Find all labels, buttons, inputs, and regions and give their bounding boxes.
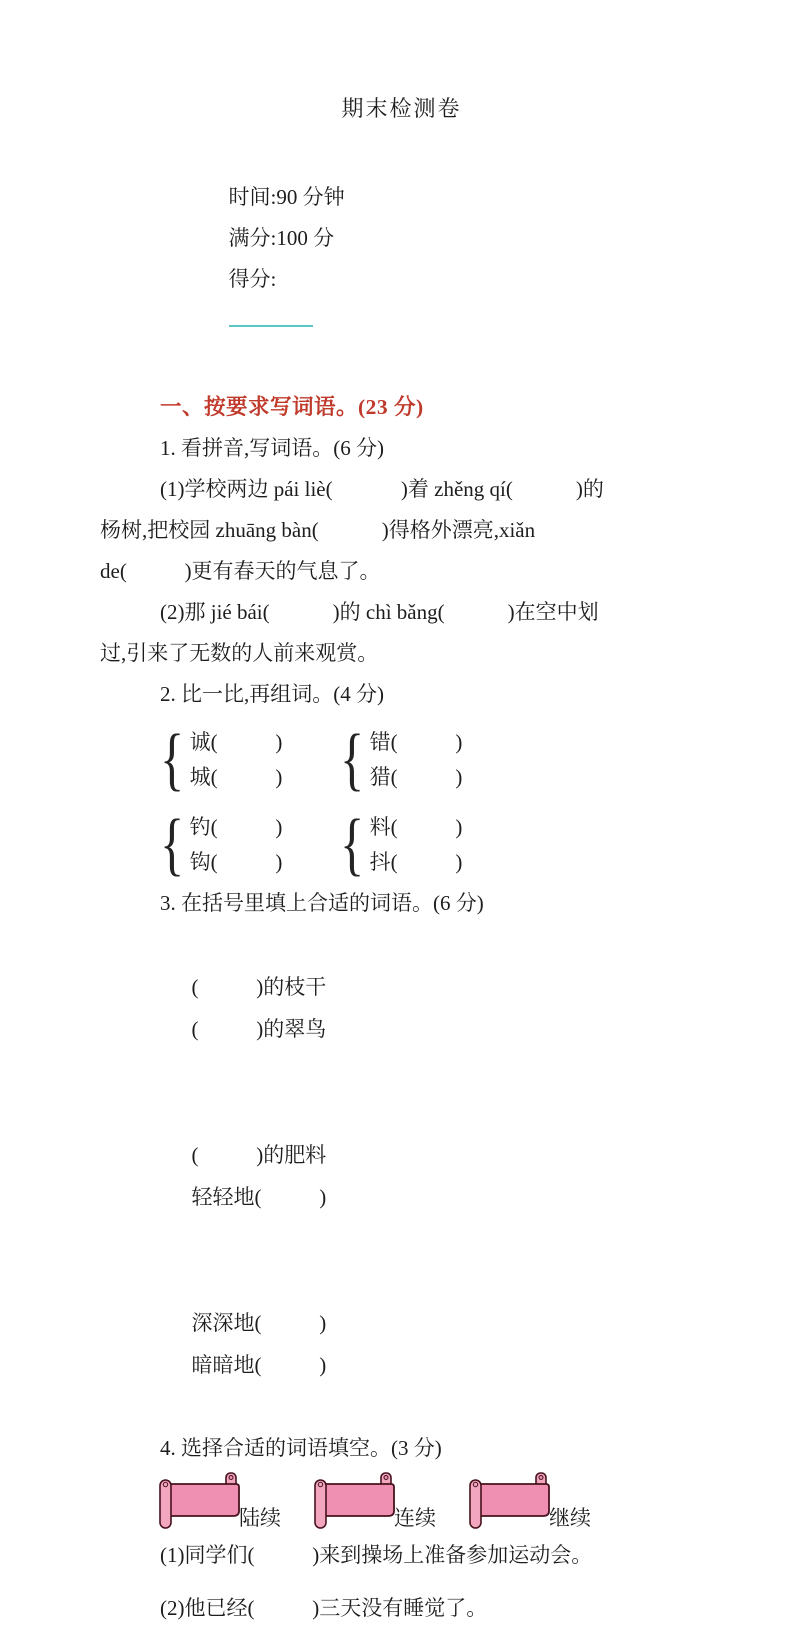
fill-blank-item: 深深地( ) [191,1311,327,1335]
q1-text-line: 过,引来了无数的人前来观赏。 [100,641,379,665]
word-pair-top: 错( ) [369,730,463,754]
scroll-banner [158,1471,281,1531]
word-pair-bottom: 猎( ) [369,765,463,789]
word-option-label: 陆续 [239,1506,281,1530]
q1-text-line: 杨树,把校园 zhuāng bàn( )得格外漂亮,xiǎn [100,518,536,542]
exam-meta-line [100,136,703,382]
word-pair-top: 诚( ) [189,730,283,754]
word-pair-group [340,721,463,798]
word-pair-bottom: 城( ) [189,765,283,789]
curly-brace: { [160,806,185,883]
word-pair-top: 料( ) [369,815,463,839]
q4-text-line: (2)他已经( )三天没有睡觉了。 [160,1596,488,1620]
word-pair-bottom: 钩( ) [189,850,283,874]
fill-blank-item: ( )的肥料 [191,1143,327,1167]
word-pair [190,725,283,795]
fill-blank-row [100,1092,703,1260]
scroll-banner [468,1471,591,1531]
question-3-title: 3. 在括号里填上合适的词语。(6 分) [160,891,484,915]
fill-blank-row [100,924,703,1092]
page-title: 期末检测卷 [341,96,462,121]
q4-text-line: (1)同学们( )来到操场上准备参加运动会。 [160,1543,593,1567]
word-option-banners [100,1471,703,1531]
full-score-label: 满分:100 分 [228,226,335,250]
word-pair [370,725,463,795]
word-option-label: 继续 [549,1506,591,1530]
word-pair-group [160,721,340,798]
scroll-banner-icon [158,1471,246,1531]
word-pair-row [100,721,703,798]
time-label: 时间:90 分钟 [228,185,345,209]
word-pair-group [340,806,463,883]
question-1-title: 1. 看拼音,写词语。(6 分) [160,436,384,460]
curly-brace: { [160,721,185,798]
score-blank-line [229,307,313,327]
section-one-heading: 一、按要求写词语。(23 分) [160,395,424,419]
q1-text-line: (2)那 jié bái( )的 chì bǎng( )在空中划 [160,600,599,624]
word-pair-top: 钓( ) [189,815,283,839]
fill-blank-row [100,1260,703,1428]
question-4-title: 4. 选择合适的词语填空。(3 分) [160,1436,442,1460]
curly-brace: { [340,721,365,798]
scroll-banner-icon [468,1471,556,1531]
fill-blank-item: ( )的枝干 [191,975,327,999]
word-pair [190,810,283,880]
word-pair-bottom: 抖( ) [369,850,463,874]
word-pair [370,810,463,880]
fill-blank-item: 暗暗地( ) [191,1353,327,1377]
curly-brace: { [340,806,365,883]
scroll-banner [313,1471,436,1531]
fill-blank-item: 轻轻地( ) [191,1185,327,1209]
q1-text-line: de( )更有春天的气息了。 [100,559,381,583]
scroll-banner-icon [313,1471,401,1531]
word-option-label: 连续 [394,1506,436,1530]
word-pair-row [100,806,703,883]
score-label: 得分: [228,267,277,291]
q1-text-line: (1)学校两边 pái liè( )着 zhěng qí( )的 [160,477,604,501]
question-2-title: 2. 比一比,再组词。(4 分) [160,682,384,706]
word-pair-group [160,806,340,883]
fill-blank-item: ( )的翠鸟 [191,1017,327,1041]
